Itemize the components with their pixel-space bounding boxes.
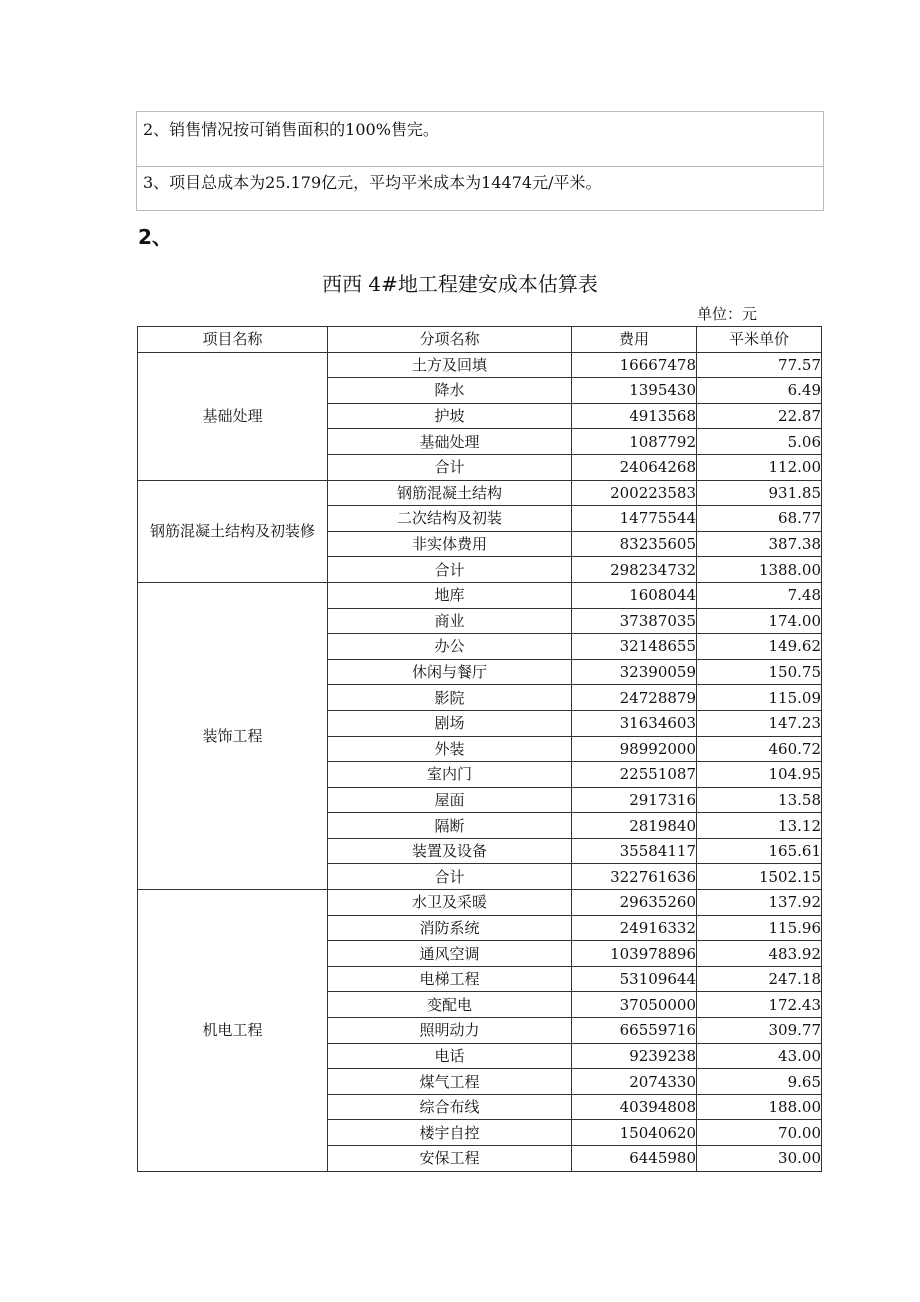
unit-price-cell: 77.57 [697, 352, 822, 378]
unit-price-cell: 150.75 [697, 659, 822, 685]
cost-cell: 53109644 [572, 966, 697, 992]
note-total-cost: 3、项目总成本为25.179亿元，平均平米成本为14474元/平米。 [143, 173, 602, 192]
item-name-cell: 二次结构及初装 [328, 506, 572, 532]
item-name-cell: 合计 [328, 864, 572, 890]
cost-cell: 298234732 [572, 557, 697, 583]
header-unit-price: 平米单价 [697, 327, 822, 353]
cost-cell: 6445980 [572, 1146, 697, 1172]
unit-price-cell: 6.49 [697, 378, 822, 404]
cost-cell: 37050000 [572, 992, 697, 1018]
item-name-cell: 水卫及采暖 [328, 890, 572, 916]
cost-cell: 322761636 [572, 864, 697, 890]
unit-price-cell: 70.00 [697, 1120, 822, 1146]
item-name-cell: 商业 [328, 608, 572, 634]
cost-cell: 22551087 [572, 762, 697, 788]
unit-price-cell: 165.61 [697, 838, 822, 864]
cost-cell: 32390059 [572, 659, 697, 685]
unit-price-cell: 460.72 [697, 736, 822, 762]
item-name-cell: 土方及回填 [328, 352, 572, 378]
item-name-cell: 楼宇自控 [328, 1120, 572, 1146]
notes-box [136, 111, 824, 211]
table-row [138, 890, 822, 916]
cost-cell: 24064268 [572, 454, 697, 480]
group-name-cell: 装饰工程 [138, 582, 328, 889]
unit-price-cell: 147.23 [697, 710, 822, 736]
table-row [138, 582, 822, 608]
item-name-cell: 电梯工程 [328, 966, 572, 992]
cost-cell: 83235605 [572, 531, 697, 557]
item-name-cell: 安保工程 [328, 1146, 572, 1172]
unit-price-cell: 137.92 [697, 890, 822, 916]
item-name-cell: 护坡 [328, 403, 572, 429]
item-name-cell: 变配电 [328, 992, 572, 1018]
cost-cell: 35584117 [572, 838, 697, 864]
item-name-cell: 休闲与餐厅 [328, 659, 572, 685]
unit-price-cell: 309.77 [697, 1018, 822, 1044]
item-name-cell: 外装 [328, 736, 572, 762]
item-name-cell: 非实体费用 [328, 531, 572, 557]
unit-price-cell: 43.00 [697, 1043, 822, 1069]
cost-cell: 2074330 [572, 1069, 697, 1095]
unit-price-cell: 9.65 [697, 1069, 822, 1095]
cost-estimate-table [137, 326, 822, 1172]
cost-cell: 16667478 [572, 352, 697, 378]
section-number: 2、 [138, 225, 172, 249]
header-item: 分项名称 [328, 327, 572, 353]
item-name-cell: 办公 [328, 634, 572, 660]
unit-price-cell: 1502.15 [697, 864, 822, 890]
unit-price-cell: 149.62 [697, 634, 822, 660]
unit-price-cell: 68.77 [697, 506, 822, 532]
group-name-cell: 基础处理 [138, 352, 328, 480]
cost-cell: 32148655 [572, 634, 697, 660]
item-name-cell: 基础处理 [328, 429, 572, 455]
cost-cell: 14775544 [572, 506, 697, 532]
cost-cell: 24916332 [572, 915, 697, 941]
table-title: 西西 4#地工程建安成本估算表 [322, 272, 598, 296]
item-name-cell: 煤气工程 [328, 1069, 572, 1095]
cost-cell: 103978896 [572, 941, 697, 967]
group-name-cell: 机电工程 [138, 890, 328, 1172]
unit-price-cell: 22.87 [697, 403, 822, 429]
unit-price-cell: 115.09 [697, 685, 822, 711]
cost-cell: 4913568 [572, 403, 697, 429]
item-name-cell: 电话 [328, 1043, 572, 1069]
cost-cell: 2819840 [572, 813, 697, 839]
item-name-cell: 屋面 [328, 787, 572, 813]
cost-cell: 9239238 [572, 1043, 697, 1069]
cost-cell: 2917316 [572, 787, 697, 813]
unit-price-cell: 174.00 [697, 608, 822, 634]
unit-price-cell: 112.00 [697, 454, 822, 480]
cost-cell: 1087792 [572, 429, 697, 455]
table-header-row [138, 327, 822, 353]
cost-cell: 15040620 [572, 1120, 697, 1146]
cost-cell: 98992000 [572, 736, 697, 762]
item-name-cell: 降水 [328, 378, 572, 404]
item-name-cell: 综合布线 [328, 1094, 572, 1120]
item-name-cell: 地库 [328, 582, 572, 608]
cost-cell: 1395430 [572, 378, 697, 404]
unit-price-cell: 247.18 [697, 966, 822, 992]
cost-cell: 29635260 [572, 890, 697, 916]
unit-price-cell: 387.38 [697, 531, 822, 557]
cost-cell: 37387035 [572, 608, 697, 634]
item-name-cell: 照明动力 [328, 1018, 572, 1044]
item-name-cell: 通风空调 [328, 941, 572, 967]
cost-cell: 200223583 [572, 480, 697, 506]
unit-price-cell: 7.48 [697, 582, 822, 608]
table-body [138, 352, 822, 1171]
cost-cell: 1608044 [572, 582, 697, 608]
item-name-cell: 消防系统 [328, 915, 572, 941]
unit-price-cell: 13.12 [697, 813, 822, 839]
unit-price-cell: 188.00 [697, 1094, 822, 1120]
table-row [138, 480, 822, 506]
item-name-cell: 合计 [328, 454, 572, 480]
table-row [138, 352, 822, 378]
item-name-cell: 钢筋混凝土结构 [328, 480, 572, 506]
item-name-cell: 装置及设备 [328, 838, 572, 864]
item-name-cell: 隔断 [328, 813, 572, 839]
header-project: 项目名称 [138, 327, 328, 353]
group-name-cell: 钢筋混凝土结构及初装修 [138, 480, 328, 582]
item-name-cell: 合计 [328, 557, 572, 583]
header-cost: 费用 [572, 327, 697, 353]
unit-price-cell: 931.85 [697, 480, 822, 506]
unit-price-cell: 30.00 [697, 1146, 822, 1172]
unit-label: 单位：元 [697, 305, 758, 323]
unit-price-cell: 483.92 [697, 941, 822, 967]
unit-price-cell: 172.43 [697, 992, 822, 1018]
cost-cell: 40394808 [572, 1094, 697, 1120]
cost-cell: 66559716 [572, 1018, 697, 1044]
unit-price-cell: 5.06 [697, 429, 822, 455]
unit-price-cell: 104.95 [697, 762, 822, 788]
cost-cell: 24728879 [572, 685, 697, 711]
unit-price-cell: 115.96 [697, 915, 822, 941]
unit-price-cell: 1388.00 [697, 557, 822, 583]
cost-cell: 31634603 [572, 710, 697, 736]
unit-price-cell: 13.58 [697, 787, 822, 813]
item-name-cell: 室内门 [328, 762, 572, 788]
note-sales: 2、销售情况按可销售面积的100%售完。 [137, 112, 823, 167]
item-name-cell: 剧场 [328, 710, 572, 736]
item-name-cell: 影院 [328, 685, 572, 711]
